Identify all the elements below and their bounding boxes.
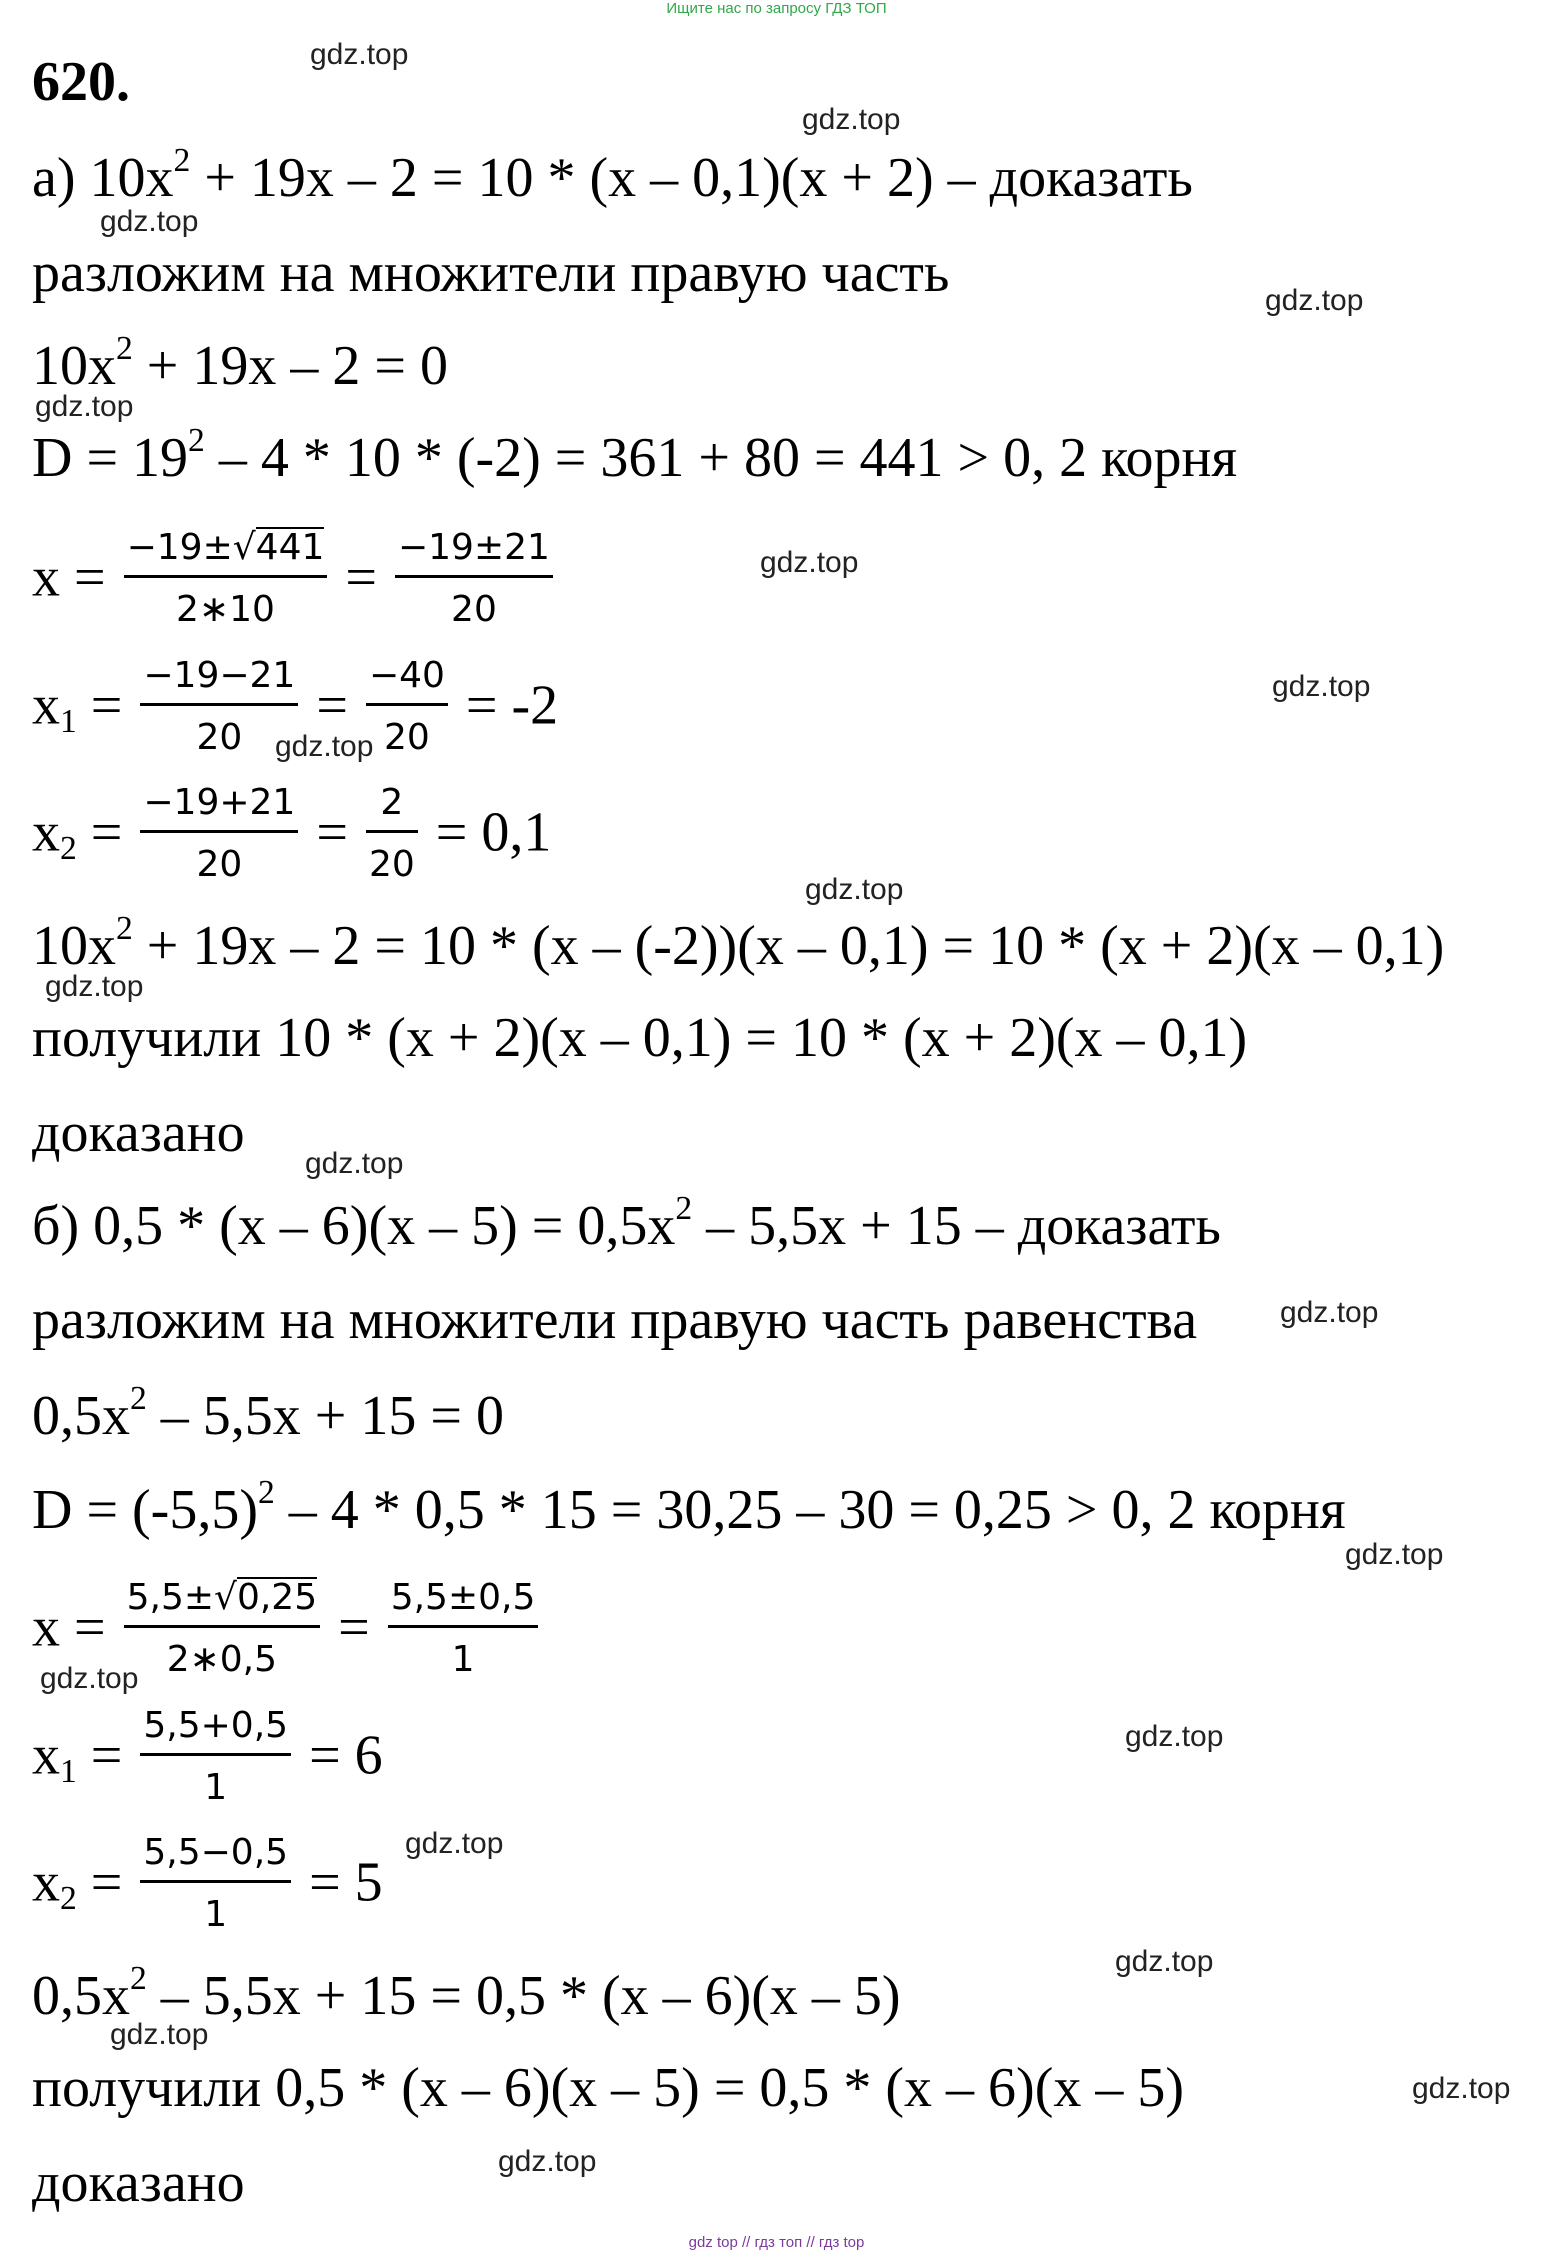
watermark: gdz.top (498, 2145, 597, 2178)
numerator: −19−21 (140, 654, 298, 706)
watermark: gdz.top (802, 103, 901, 136)
denominator: 20 (196, 844, 243, 886)
part-a-equation: $10x^2 + 19x - 2 = 0$ (32, 329, 448, 397)
watermark: gdz.top (1125, 1720, 1224, 1753)
denominator: 20 (384, 717, 430, 759)
part-a-factored: $10x^2 + 19x - 2 = 10 * (x - (-2))(x - 0,1) = 10 * (x + 2)(x - 0,1)$ (32, 909, 1445, 977)
part-b-x2-formula: $x_2$ = $\frac{5,5-0,5}{1}$ = 5 (32, 1832, 383, 1936)
part-b-equation: $0,5x^2 - 5,5x + 15 = 0$ (32, 1379, 504, 1447)
watermark: gdz.top (45, 970, 144, 1003)
denominator: 20 (451, 589, 497, 631)
watermark: gdz.top (1265, 284, 1364, 317)
part-b-factor-text: разложим на множители правую часть равенства (32, 1289, 1198, 1351)
numerator: 5,5±√0,25 (124, 1576, 321, 1628)
part-b-proved: доказано (32, 2152, 245, 2214)
watermark: gdz.top (110, 2018, 209, 2051)
watermark: gdz.top (1280, 1296, 1379, 1329)
x2-result: = 0,1 (435, 801, 552, 864)
numerator: 5,5+0,5 (140, 1704, 291, 1756)
fraction (366, 781, 418, 886)
part-a-proved: доказано (32, 1102, 245, 1164)
part-a-result: получили 10 * (x + 2)(x – 0,1) = 10 * (x + 2)(x – 0,1) (32, 1007, 1248, 1069)
denominator: 2∗10 (176, 589, 275, 631)
denominator: 2∗0,5 (166, 1639, 278, 1681)
part-b-factored: $0,5x^2 - 5,5x + 15 = 0,5 * (x - 6)(x - 5)$ (32, 1959, 901, 2027)
x1-result: = 6 (309, 1724, 383, 1787)
fraction (140, 1704, 291, 1809)
watermark: gdz.top (1345, 1538, 1444, 1571)
part-b-statement: б) $0,5 * (x - 6)(x - 5) = 0,5x^2 - 5,5x + 15$ – доказать (32, 1189, 1221, 1257)
part-b-result: получили 0,5 * (x – 6)(x – 5) = 0,5 * (x – 6)(x – 5) (32, 2057, 1184, 2119)
part-b-discriminant: $D = (-5,5)^2 - 4 * 0,5 * 15 = 30,25 - 30 = 0,25 > 0$, 2 корня (32, 1473, 1346, 1541)
numerator: −40 (366, 654, 448, 706)
watermark: gdz.top (805, 873, 904, 906)
part-b-x-formula: x = $\frac{5,5\pm√0,25}{2∗0,5}$ = $\frac{5,5\pm 0,5}{1}$ (32, 1580, 542, 1685)
part-a-discriminant: $D = 19^2 - 4 * 10 * (-2) = 361 + 80 = 441 > 0$, 2 корня (32, 421, 1238, 489)
watermark: gdz.top (275, 730, 374, 763)
numerator: 5,5±0,5 (388, 1576, 539, 1628)
part-a-label: а) (32, 147, 76, 209)
part-a-x1-formula: $x_1$ = $\frac{-19-21}{20}$ = $\frac{-40}{20}$ = -2 (32, 655, 559, 759)
fraction (124, 526, 328, 631)
x1-result: = -2 (465, 674, 559, 737)
numerator: −19±√441 (124, 526, 328, 578)
fraction (140, 781, 298, 886)
numerator: 5,5−0,5 (140, 1831, 291, 1883)
watermark: gdz.top (1272, 670, 1371, 703)
part-a-statement: а) $10x^2 + 19x - 2 = 10 * (x - 0,1)(x + 2)$ – доказать (32, 141, 1193, 209)
part-a-x2-formula: $x_2$ = $\frac{-19+21}{20}$ = $\frac{2}{20}$ = 0,1 (32, 782, 552, 886)
top-banner: Ищите нас по запросу ГДЗ ТОП (666, 0, 887, 17)
watermark: gdz.top (40, 1662, 139, 1695)
denominator: 20 (196, 717, 243, 759)
numerator: 2 (366, 781, 418, 833)
watermark: gdz.top (35, 390, 134, 423)
denominator: 20 (368, 844, 415, 886)
watermark: gdz.top (1115, 1945, 1214, 1978)
part-a-x-formula: x = $\frac{-19\pm√441}{2∗10}$ = $\frac{-19\pm 21}{20}$ (32, 530, 557, 635)
watermark: gdz.top (405, 1827, 504, 1860)
watermark: gdz.top (310, 38, 409, 71)
numerator: −19±21 (395, 526, 553, 578)
watermark: gdz.top (760, 546, 859, 579)
fraction (124, 1576, 321, 1681)
watermark: gdz.top (1412, 2072, 1511, 2105)
fraction (395, 526, 553, 631)
watermark: gdz.top (305, 1147, 404, 1180)
denominator: 1 (204, 1894, 228, 1936)
denominator: 1 (204, 1767, 228, 1809)
watermark: gdz.top (100, 205, 199, 238)
fraction (388, 1576, 539, 1681)
part-a-factor-text: разложим на множители правую часть (32, 242, 950, 304)
denominator: 1 (451, 1639, 475, 1681)
part-b-x1-formula: $x_1$ = $\frac{5,5+0,5}{1}$ = 6 (32, 1705, 383, 1809)
bottom-footer: gdz top // гдз топ // гдз top (688, 2234, 865, 2251)
problem-number: 620. (32, 51, 130, 113)
numerator: −19+21 (140, 781, 298, 833)
fraction (140, 1831, 291, 1936)
fraction (366, 654, 448, 759)
x2-result: = 5 (309, 1851, 383, 1914)
